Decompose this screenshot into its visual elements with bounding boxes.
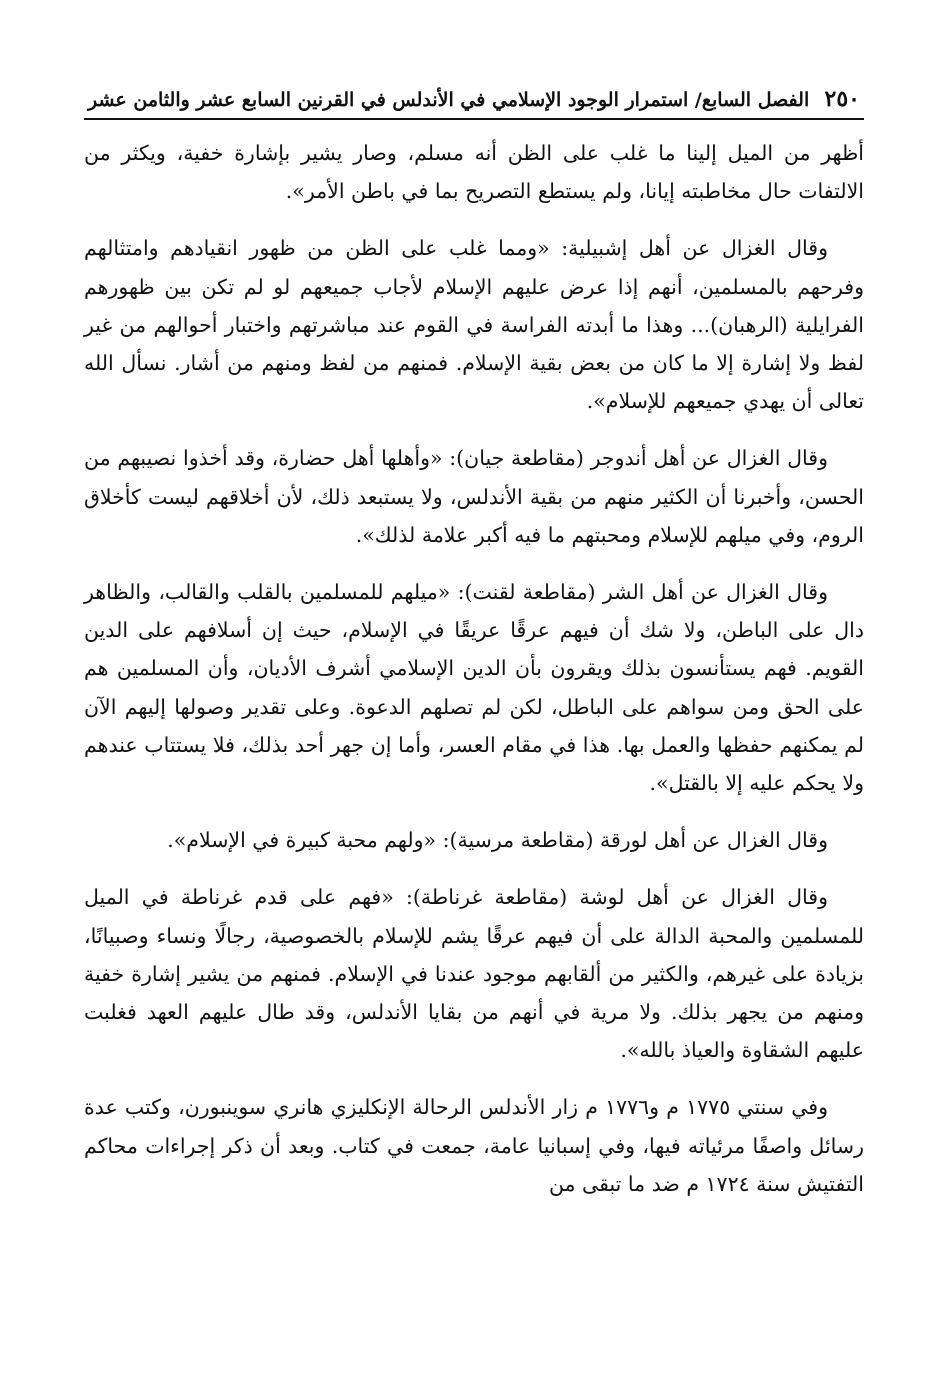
paragraph: وقال الغزال عن أهل الشر (مقاطعة لقنت): «ميلهم للمسلمين بالقلب والقالب، والظاهر دال على الباطن، ولا شك أن فيهم عرقًا عريقًا في الإسلام، حيث إن أسلافهم على الدين القويم. فهم يستأنسون بذلك ويقرون بأن الدين الإسلامي أشرف الأديان، وأن المسلمين هم على الحق ومن سواهم على الباطل، لكن لم تصلهم الدعوة. وعلى تقدير وصولها إليهم الآن لم يمكنهم حفظها والعمل بها. هذا في مقام العسر، وأما إن جهر أحد بذلك، فلا يستتاب عندهم ولا يحكم عليه إلا بالقتل». [84, 580, 864, 796]
paragraph: وقال الغزال عن أهل لورقة (مقاطعة مرسية): «ولهم محبة كبيرة في الإسلام». [167, 828, 828, 853]
paragraph: وقال الغزال عن أهل لوشة (مقاطعة غرناطة): «فهم على قدم غرناطة في الميل للمسلمين والمحبة الدالة على أن فيهم عرقًا يشم للإسلام بالخصوصية، رجالًا ونساء وصبيانًا، بزيادة على غيرهم، والكثير من ألقابهم موجود عندنا في الإسلام. فمنهم من يشير إشارة خفية ومنهم من يجهر بذلك. ولا مرية في أنهم من بقايا الأندلس، وقد طال عليهم العهد فغلبت عليهم الشقاوة والعياذ بالله». [84, 885, 864, 1063]
body-text [84, 134, 864, 1203]
paragraph: وفي سنتي ١٧٧٥ م و١٧٧٦ م زار الأندلس الرحالة الإنكليزي هانري سوينبورن، وكتب عدة رسائل واصفًا مرئياته فيها، وفي إسبانيا عامة، جمعت في كتاب. وبعد أن ذكر إجراءات محاكم التفتيش سنة ١٧٢٤ م ضد ما تبقى من [84, 1095, 864, 1196]
running-header [84, 86, 864, 120]
paragraph: وقال الغزال عن أهل أندوجر (مقاطعة جيان): «وأهلها أهل حضارة، وقد أخذوا نصيبهم من الحسن، وأخبرنا أن الكثير منهم من بقية الأندلس، ولا يستبعد ذلك، لأن أخلاقهم ليست كأخلاق الروم، وفي ميلهم للإسلام ومحبتهم ما فيه أكبر علامة لذلك». [84, 446, 864, 547]
page-number: ٢٥٠ [824, 86, 860, 112]
paragraph: أظهر من الميل إلينا ما غلب على الظن أنه مسلم، وصار يشير بإشارة خفية، ويكثر من الالتفات حال مخاطبته إيانا، ولم يستطع التصريح بما في باطن الأمر». [84, 141, 864, 204]
chapter-title: الفصل السابع/ استمرار الوجود الإسلامي في الأندلس في القرنين السابع عشر والثامن عشر [88, 89, 810, 111]
paragraph: وقال الغزال عن أهل إشبيلية: «ومما غلب على الظن من ظهور انقيادهم وامتثالهم وفرحهم بالمسلمين، أنهم إذا عرض عليهم الإسلام لأجاب جميعهم لو لم تكن بين ظهورهم الفرايلية (الرهبان)... وهذا ما أبدته الفراسة في القوم عند مباشرتهم واختبار أحوالهم من غير لفظ ولا إشارة إلا ما كان من بعض بقية الإسلام. فمنهم من لفظ ومنهم من أشار. نسأل الله تعالى أن يهدي جميعهم للإسلام». [84, 236, 864, 414]
